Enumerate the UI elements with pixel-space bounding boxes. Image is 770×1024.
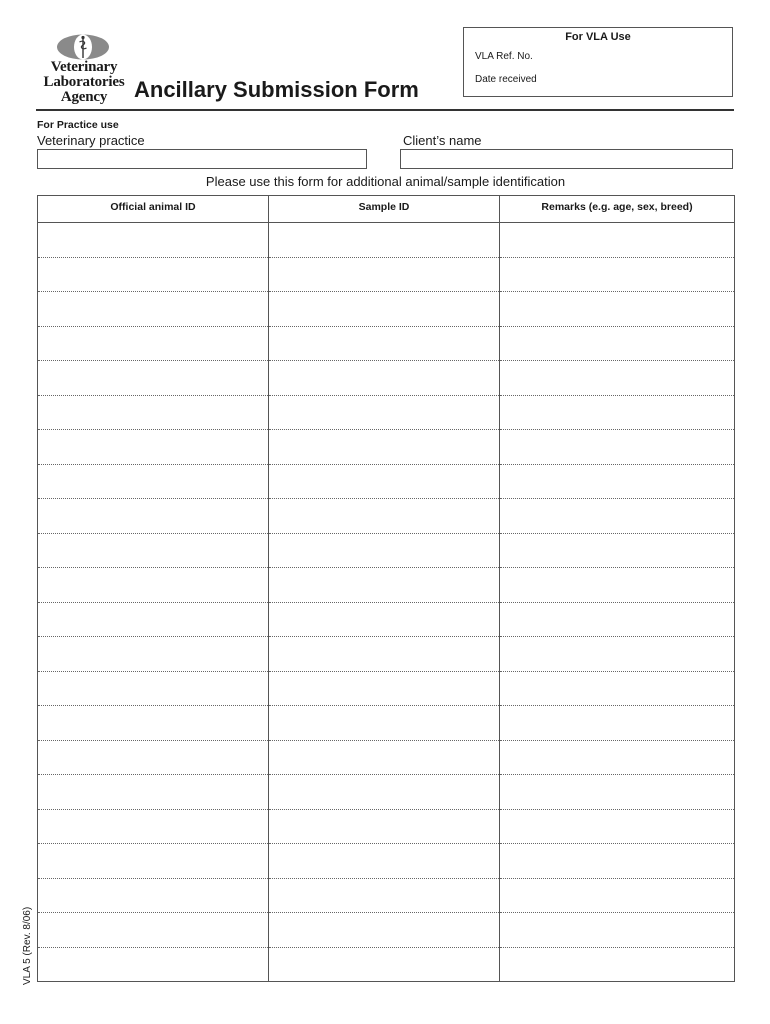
- official-animal-id-cell[interactable]: [38, 913, 269, 948]
- sample-id-cell[interactable]: [269, 499, 500, 534]
- sample-id-cell[interactable]: [269, 395, 500, 430]
- official-animal-id-cell[interactable]: [38, 706, 269, 741]
- sample-id-cell[interactable]: [269, 706, 500, 741]
- table-row: [38, 568, 735, 603]
- logo-line-3: Agency: [60, 89, 108, 105]
- sample-id-cell[interactable]: [269, 740, 500, 775]
- table-header-row: [38, 196, 735, 223]
- sample-id-cell[interactable]: [269, 775, 500, 810]
- form-code: VLA 5 (Rev. 8/06): [22, 906, 33, 985]
- table-row: [38, 671, 735, 706]
- header-divider: [36, 109, 734, 111]
- official-animal-id-cell[interactable]: [38, 568, 269, 603]
- official-animal-id-cell[interactable]: [38, 740, 269, 775]
- remarks-cell[interactable]: [500, 568, 735, 603]
- form-title: Ancillary Submission Form: [134, 77, 419, 102]
- official-animal-id-cell[interactable]: [38, 292, 269, 327]
- remarks-cell[interactable]: [500, 326, 735, 361]
- table-body: [38, 223, 735, 982]
- table-row: [38, 809, 735, 844]
- remarks-cell[interactable]: [500, 499, 735, 534]
- table-row: [38, 464, 735, 499]
- remarks-cell[interactable]: [500, 602, 735, 637]
- sample-id-cell[interactable]: [269, 947, 500, 982]
- table-row: [38, 844, 735, 879]
- table-row: [38, 395, 735, 430]
- remarks-cell[interactable]: [500, 878, 735, 913]
- identification-table: [37, 195, 735, 982]
- table-row: [38, 878, 735, 913]
- vla-emblem-icon: [56, 33, 110, 61]
- remarks-cell[interactable]: [500, 430, 735, 465]
- remarks-cell[interactable]: [500, 464, 735, 499]
- remarks-cell[interactable]: [500, 223, 735, 258]
- sample-id-cell[interactable]: [269, 878, 500, 913]
- table-row: [38, 947, 735, 982]
- vla-use-box: [463, 27, 733, 97]
- column-header-sample-id: Sample ID: [269, 196, 500, 223]
- vla-use-heading: For VLA Use: [565, 31, 631, 43]
- official-animal-id-cell[interactable]: [38, 361, 269, 396]
- table-row: [38, 602, 735, 637]
- sample-id-cell[interactable]: [269, 913, 500, 948]
- veterinary-practice-label: Veterinary practice: [37, 133, 145, 148]
- table-row: [38, 257, 735, 292]
- official-animal-id-cell[interactable]: [38, 775, 269, 810]
- sample-id-cell[interactable]: [269, 257, 500, 292]
- remarks-cell[interactable]: [500, 257, 735, 292]
- veterinary-practice-field[interactable]: [37, 149, 367, 169]
- remarks-cell[interactable]: [500, 533, 735, 568]
- official-animal-id-cell[interactable]: [38, 533, 269, 568]
- official-animal-id-cell[interactable]: [38, 326, 269, 361]
- organisation-logo-text: [36, 60, 132, 105]
- official-animal-id-cell[interactable]: [38, 499, 269, 534]
- logo-line-1: Veterinary: [50, 59, 118, 75]
- client-name-field[interactable]: [400, 149, 733, 169]
- sample-id-cell[interactable]: [269, 361, 500, 396]
- remarks-cell[interactable]: [500, 706, 735, 741]
- remarks-cell[interactable]: [500, 292, 735, 327]
- sample-id-cell[interactable]: [269, 671, 500, 706]
- remarks-cell[interactable]: [500, 637, 735, 672]
- sample-id-cell[interactable]: [269, 809, 500, 844]
- official-animal-id-cell[interactable]: [38, 602, 269, 637]
- practice-use-heading: For Practice use: [37, 119, 119, 131]
- remarks-cell[interactable]: [500, 395, 735, 430]
- remarks-cell[interactable]: [500, 947, 735, 982]
- table-row: [38, 775, 735, 810]
- form-instructions: Please use this form for additional animal/sample identification: [205, 174, 566, 189]
- table-row: [38, 706, 735, 741]
- official-animal-id-cell[interactable]: [38, 430, 269, 465]
- sample-id-cell[interactable]: [269, 602, 500, 637]
- sample-id-cell[interactable]: [269, 568, 500, 603]
- remarks-cell[interactable]: [500, 809, 735, 844]
- column-header-official-animal-id: Official animal ID: [38, 196, 269, 223]
- official-animal-id-cell[interactable]: [38, 395, 269, 430]
- official-animal-id-cell[interactable]: [38, 223, 269, 258]
- sample-id-cell[interactable]: [269, 430, 500, 465]
- vla-ref-label: VLA Ref. No.: [475, 51, 533, 62]
- official-animal-id-cell[interactable]: [38, 947, 269, 982]
- official-animal-id-cell[interactable]: [38, 464, 269, 499]
- official-animal-id-cell[interactable]: [38, 257, 269, 292]
- remarks-cell[interactable]: [500, 844, 735, 879]
- column-header-remarks: Remarks (e.g. age, sex, breed): [500, 196, 735, 223]
- sample-id-cell[interactable]: [269, 326, 500, 361]
- table-row: [38, 223, 735, 258]
- logo-line-2: Laboratories: [43, 74, 125, 90]
- table-row: [38, 292, 735, 327]
- table-row: [38, 740, 735, 775]
- official-animal-id-cell[interactable]: [38, 671, 269, 706]
- table-row: [38, 361, 735, 396]
- remarks-cell[interactable]: [500, 671, 735, 706]
- remarks-cell[interactable]: [500, 740, 735, 775]
- official-animal-id-cell[interactable]: [38, 809, 269, 844]
- sample-id-cell[interactable]: [269, 637, 500, 672]
- sample-id-cell[interactable]: [269, 533, 500, 568]
- table-row: [38, 533, 735, 568]
- remarks-cell[interactable]: [500, 913, 735, 948]
- sample-id-cell[interactable]: [269, 844, 500, 879]
- official-animal-id-cell[interactable]: [38, 878, 269, 913]
- official-animal-id-cell[interactable]: [38, 637, 269, 672]
- sample-id-cell[interactable]: [269, 464, 500, 499]
- remarks-cell[interactable]: [500, 775, 735, 810]
- sample-id-cell[interactable]: [269, 292, 500, 327]
- date-received-label: Date received: [475, 74, 537, 85]
- table-row: [38, 326, 735, 361]
- client-name-label: Client’s name: [403, 133, 482, 148]
- table-row: [38, 637, 735, 672]
- table-row: [38, 430, 735, 465]
- sample-id-cell[interactable]: [269, 223, 500, 258]
- table-row: [38, 499, 735, 534]
- official-animal-id-cell[interactable]: [38, 844, 269, 879]
- table-row: [38, 913, 735, 948]
- remarks-cell[interactable]: [500, 361, 735, 396]
